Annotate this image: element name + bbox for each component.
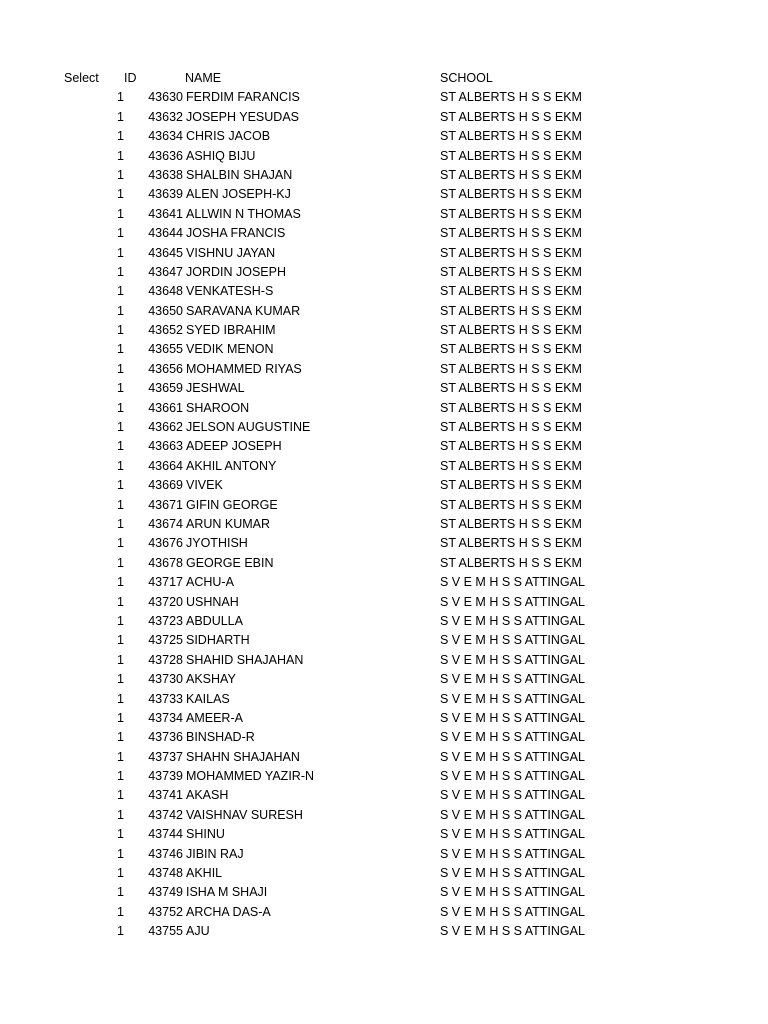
table-row [0, 127, 768, 146]
table-row [0, 88, 768, 107]
table-body [0, 88, 768, 941]
name-cell: MOHAMMED YAZIR-N [186, 769, 315, 784]
name-cell: ACHU-A [186, 575, 234, 590]
select-cell: 1 [117, 187, 124, 202]
id-cell: 43634 [148, 129, 183, 144]
id-cell: 43676 [148, 536, 183, 551]
table-row [0, 437, 768, 456]
id-cell: 43725 [148, 633, 183, 648]
select-cell: 1 [117, 536, 124, 551]
table-row [0, 379, 768, 398]
name-cell: ISHA M SHAJI [186, 885, 268, 900]
school-cell: ST ALBERTS H S S EKM [440, 342, 582, 357]
name-cell: VEDIK MENON [186, 342, 274, 357]
id-cell: 43644 [148, 226, 183, 241]
name-cell: GEORGE EBIN [186, 555, 274, 570]
select-cell: 1 [117, 924, 124, 939]
name-cell: BINSHAD-R [186, 730, 255, 745]
school-cell: S V E M H S S ATTINGAL [440, 924, 585, 939]
table-row [0, 534, 768, 553]
table-row [0, 263, 768, 282]
select-cell: 1 [117, 129, 124, 144]
name-cell: JELSON AUGUSTINE [186, 420, 311, 435]
id-cell: 43661 [148, 400, 183, 415]
name-cell: AKHIL [186, 866, 223, 881]
table-row [0, 767, 768, 786]
table-row [0, 224, 768, 243]
school-cell: ST ALBERTS H S S EKM [440, 536, 582, 551]
select-cell: 1 [117, 594, 124, 609]
name-cell: SHINU [186, 827, 225, 842]
select-cell: 1 [117, 575, 124, 590]
school-cell: S V E M H S S ATTINGAL [440, 788, 585, 803]
name-cell: JYOTHISH [186, 536, 248, 551]
school-cell: ST ALBERTS H S S EKM [440, 361, 582, 376]
school-cell: S V E M H S S ATTINGAL [440, 594, 585, 609]
school-cell: ST ALBERTS H S S EKM [440, 400, 582, 415]
name-cell: SHAHN SHAJAHAN [186, 749, 300, 764]
select-cell: 1 [117, 904, 124, 919]
name-cell: AJU [186, 924, 210, 939]
school-cell: ST ALBERTS H S S EKM [440, 458, 582, 473]
table-row [0, 825, 768, 844]
table-row [0, 786, 768, 805]
id-cell: 43636 [148, 148, 183, 163]
name-cell: SIDHARTH [186, 633, 250, 648]
name-cell: KAILAS [186, 691, 230, 706]
name-cell: AKSHAY [186, 672, 236, 687]
select-cell: 1 [117, 109, 124, 124]
select-cell: 1 [117, 303, 124, 318]
school-cell: ST ALBERTS H S S EKM [440, 245, 582, 260]
name-cell: ADEEP JOSEPH [186, 439, 282, 454]
name-cell: FERDIM FARANCIS [186, 90, 300, 105]
name-cell: GIFIN GEORGE [186, 497, 278, 512]
table-row [0, 282, 768, 301]
school-cell: ST ALBERTS H S S EKM [440, 497, 582, 512]
id-cell: 43639 [148, 187, 183, 202]
name-cell: VISHNU JAYAN [186, 245, 276, 260]
table-row [0, 554, 768, 573]
select-cell: 1 [117, 633, 124, 648]
name-cell: SHALBIN SHAJAN [186, 167, 293, 182]
id-cell: 43734 [148, 710, 183, 725]
school-cell: S V E M H S S ATTINGAL [440, 652, 585, 667]
table-row [0, 496, 768, 515]
table-row [0, 476, 768, 495]
name-cell: AKASH [186, 788, 229, 803]
name-cell: MOHAMMED RIYAS [186, 361, 302, 376]
select-cell: 1 [117, 342, 124, 357]
school-cell: ST ALBERTS H S S EKM [440, 206, 582, 221]
table-row [0, 670, 768, 689]
id-cell: 43748 [148, 866, 183, 881]
id-cell: 43717 [148, 575, 183, 590]
school-cell: ST ALBERTS H S S EKM [440, 167, 582, 182]
school-cell: S V E M H S S ATTINGAL [440, 749, 585, 764]
school-cell: ST ALBERTS H S S EKM [440, 148, 582, 163]
select-cell: 1 [117, 458, 124, 473]
table-row [0, 903, 768, 922]
id-cell: 43632 [148, 109, 183, 124]
table-row [0, 593, 768, 612]
school-cell: ST ALBERTS H S S EKM [440, 381, 582, 396]
header-name: NAME [185, 71, 222, 85]
header-id: ID [124, 71, 137, 85]
school-cell: ST ALBERTS H S S EKM [440, 555, 582, 570]
select-cell: 1 [117, 846, 124, 861]
name-cell: ARUN KUMAR [186, 516, 271, 531]
name-cell: JIBIN RAJ [186, 846, 244, 861]
select-cell: 1 [117, 613, 124, 628]
table-row [0, 340, 768, 359]
id-cell: 43720 [148, 594, 183, 609]
header-school: SCHOOL [440, 71, 493, 85]
id-cell: 43671 [148, 497, 183, 512]
id-cell: 43674 [148, 516, 183, 531]
school-cell: S V E M H S S ATTINGAL [440, 904, 585, 919]
school-cell: ST ALBERTS H S S EKM [440, 264, 582, 279]
name-cell: VIVEK [186, 478, 223, 493]
school-cell: ST ALBERTS H S S EKM [440, 109, 582, 124]
school-cell: S V E M H S S ATTINGAL [440, 672, 585, 687]
id-cell: 43737 [148, 749, 183, 764]
table-row [0, 806, 768, 825]
table-row [0, 108, 768, 127]
select-cell: 1 [117, 90, 124, 105]
select-cell: 1 [117, 807, 124, 822]
select-cell: 1 [117, 361, 124, 376]
name-cell: ALLWIN N THOMAS [186, 206, 301, 221]
table-row [0, 147, 768, 166]
name-cell: AMEER-A [186, 710, 243, 725]
select-cell: 1 [117, 788, 124, 803]
table-row [0, 321, 768, 340]
select-cell: 1 [117, 885, 124, 900]
select-cell: 1 [117, 245, 124, 260]
select-cell: 1 [117, 497, 124, 512]
school-cell: S V E M H S S ATTINGAL [440, 885, 585, 900]
table-row [0, 612, 768, 631]
id-cell: 43746 [148, 846, 183, 861]
select-cell: 1 [117, 478, 124, 493]
name-cell: USHNAH [186, 594, 239, 609]
select-cell: 1 [117, 710, 124, 725]
school-cell: ST ALBERTS H S S EKM [440, 478, 582, 493]
header-select: Select [64, 71, 99, 85]
select-cell: 1 [117, 206, 124, 221]
select-cell: 1 [117, 769, 124, 784]
id-cell: 43641 [148, 206, 183, 221]
school-cell: S V E M H S S ATTINGAL [440, 807, 585, 822]
table-row [0, 573, 768, 592]
name-cell: VENKATESH-S [186, 284, 274, 299]
table-row [0, 399, 768, 418]
name-cell: JESHWAL [186, 381, 245, 396]
school-cell: ST ALBERTS H S S EKM [440, 439, 582, 454]
select-cell: 1 [117, 749, 124, 764]
select-cell: 1 [117, 420, 124, 435]
name-cell: CHRIS JACOB [186, 129, 271, 144]
school-cell: S V E M H S S ATTINGAL [440, 827, 585, 842]
school-cell: ST ALBERTS H S S EKM [440, 187, 582, 202]
select-cell: 1 [117, 381, 124, 396]
select-cell: 1 [117, 264, 124, 279]
id-cell: 43752 [148, 904, 183, 919]
id-cell: 43645 [148, 245, 183, 260]
table-row [0, 690, 768, 709]
id-cell: 43669 [148, 478, 183, 493]
id-cell: 43656 [148, 361, 183, 376]
select-cell: 1 [117, 516, 124, 531]
name-cell: AKHIL ANTONY [186, 458, 277, 473]
id-cell: 43741 [148, 788, 183, 803]
school-cell: S V E M H S S ATTINGAL [440, 846, 585, 861]
table-row [0, 631, 768, 650]
id-cell: 43755 [148, 924, 183, 939]
name-cell: SHAHID SHAJAHAN [186, 652, 304, 667]
id-cell: 43659 [148, 381, 183, 396]
table-row [0, 864, 768, 883]
table-row [0, 728, 768, 747]
select-cell: 1 [117, 226, 124, 241]
table-row [0, 515, 768, 534]
id-cell: 43739 [148, 769, 183, 784]
school-cell: S V E M H S S ATTINGAL [440, 613, 585, 628]
school-cell: S V E M H S S ATTINGAL [440, 691, 585, 706]
table-row [0, 244, 768, 263]
table-row [0, 922, 768, 941]
table-row [0, 883, 768, 902]
school-cell: S V E M H S S ATTINGAL [440, 575, 585, 590]
id-cell: 43736 [148, 730, 183, 745]
select-cell: 1 [117, 284, 124, 299]
header-row [0, 69, 768, 88]
school-cell: ST ALBERTS H S S EKM [440, 303, 582, 318]
name-cell: ASHIQ BIJU [186, 148, 256, 163]
school-cell: S V E M H S S ATTINGAL [440, 730, 585, 745]
id-cell: 43664 [148, 458, 183, 473]
select-cell: 1 [117, 672, 124, 687]
school-cell: S V E M H S S ATTINGAL [440, 769, 585, 784]
id-cell: 43749 [148, 885, 183, 900]
table-row [0, 845, 768, 864]
table-row [0, 651, 768, 670]
id-cell: 43647 [148, 264, 183, 279]
select-cell: 1 [117, 167, 124, 182]
name-cell: ABDULLA [186, 613, 243, 628]
school-cell: ST ALBERTS H S S EKM [440, 420, 582, 435]
name-cell: JOSEPH YESUDAS [186, 109, 300, 124]
select-cell: 1 [117, 691, 124, 706]
table-row [0, 185, 768, 204]
id-cell: 43663 [148, 439, 183, 454]
school-cell: ST ALBERTS H S S EKM [440, 129, 582, 144]
table-row [0, 418, 768, 437]
id-cell: 43650 [148, 303, 183, 318]
id-cell: 43742 [148, 807, 183, 822]
name-cell: SARAVANA KUMAR [186, 303, 301, 318]
select-cell: 1 [117, 652, 124, 667]
select-cell: 1 [117, 866, 124, 881]
id-cell: 43728 [148, 652, 183, 667]
select-cell: 1 [117, 730, 124, 745]
name-cell: SHAROON [186, 400, 250, 415]
id-cell: 43655 [148, 342, 183, 357]
id-cell: 43678 [148, 555, 183, 570]
select-cell: 1 [117, 827, 124, 842]
table-row [0, 302, 768, 321]
table-row [0, 457, 768, 476]
school-cell: ST ALBERTS H S S EKM [440, 323, 582, 338]
school-cell: S V E M H S S ATTINGAL [440, 866, 585, 881]
school-cell: ST ALBERTS H S S EKM [440, 90, 582, 105]
id-cell: 43648 [148, 284, 183, 299]
table-row [0, 166, 768, 185]
select-cell: 1 [117, 439, 124, 454]
id-cell: 43723 [148, 613, 183, 628]
id-cell: 43638 [148, 167, 183, 182]
name-cell: JORDIN JOSEPH [186, 264, 287, 279]
table-row [0, 360, 768, 379]
name-cell: ALEN JOSEPH-KJ [186, 187, 291, 202]
select-cell: 1 [117, 323, 124, 338]
student-list-sheet [0, 69, 768, 942]
school-cell: ST ALBERTS H S S EKM [440, 226, 582, 241]
name-cell: SYED IBRAHIM [186, 323, 276, 338]
school-cell: ST ALBERTS H S S EKM [440, 284, 582, 299]
school-cell: ST ALBERTS H S S EKM [440, 516, 582, 531]
id-cell: 43630 [148, 90, 183, 105]
table-row [0, 709, 768, 728]
school-cell: S V E M H S S ATTINGAL [440, 633, 585, 648]
name-cell: VAISHNAV SURESH [186, 807, 303, 822]
school-cell: S V E M H S S ATTINGAL [440, 710, 585, 725]
id-cell: 43652 [148, 323, 183, 338]
name-cell: ARCHA DAS-A [186, 904, 271, 919]
select-cell: 1 [117, 555, 124, 570]
id-cell: 43744 [148, 827, 183, 842]
name-cell: JOSHA FRANCIS [186, 226, 286, 241]
id-cell: 43730 [148, 672, 183, 687]
table-row [0, 748, 768, 767]
select-cell: 1 [117, 400, 124, 415]
select-cell: 1 [117, 148, 124, 163]
id-cell: 43733 [148, 691, 183, 706]
id-cell: 43662 [148, 420, 183, 435]
table-row [0, 205, 768, 224]
